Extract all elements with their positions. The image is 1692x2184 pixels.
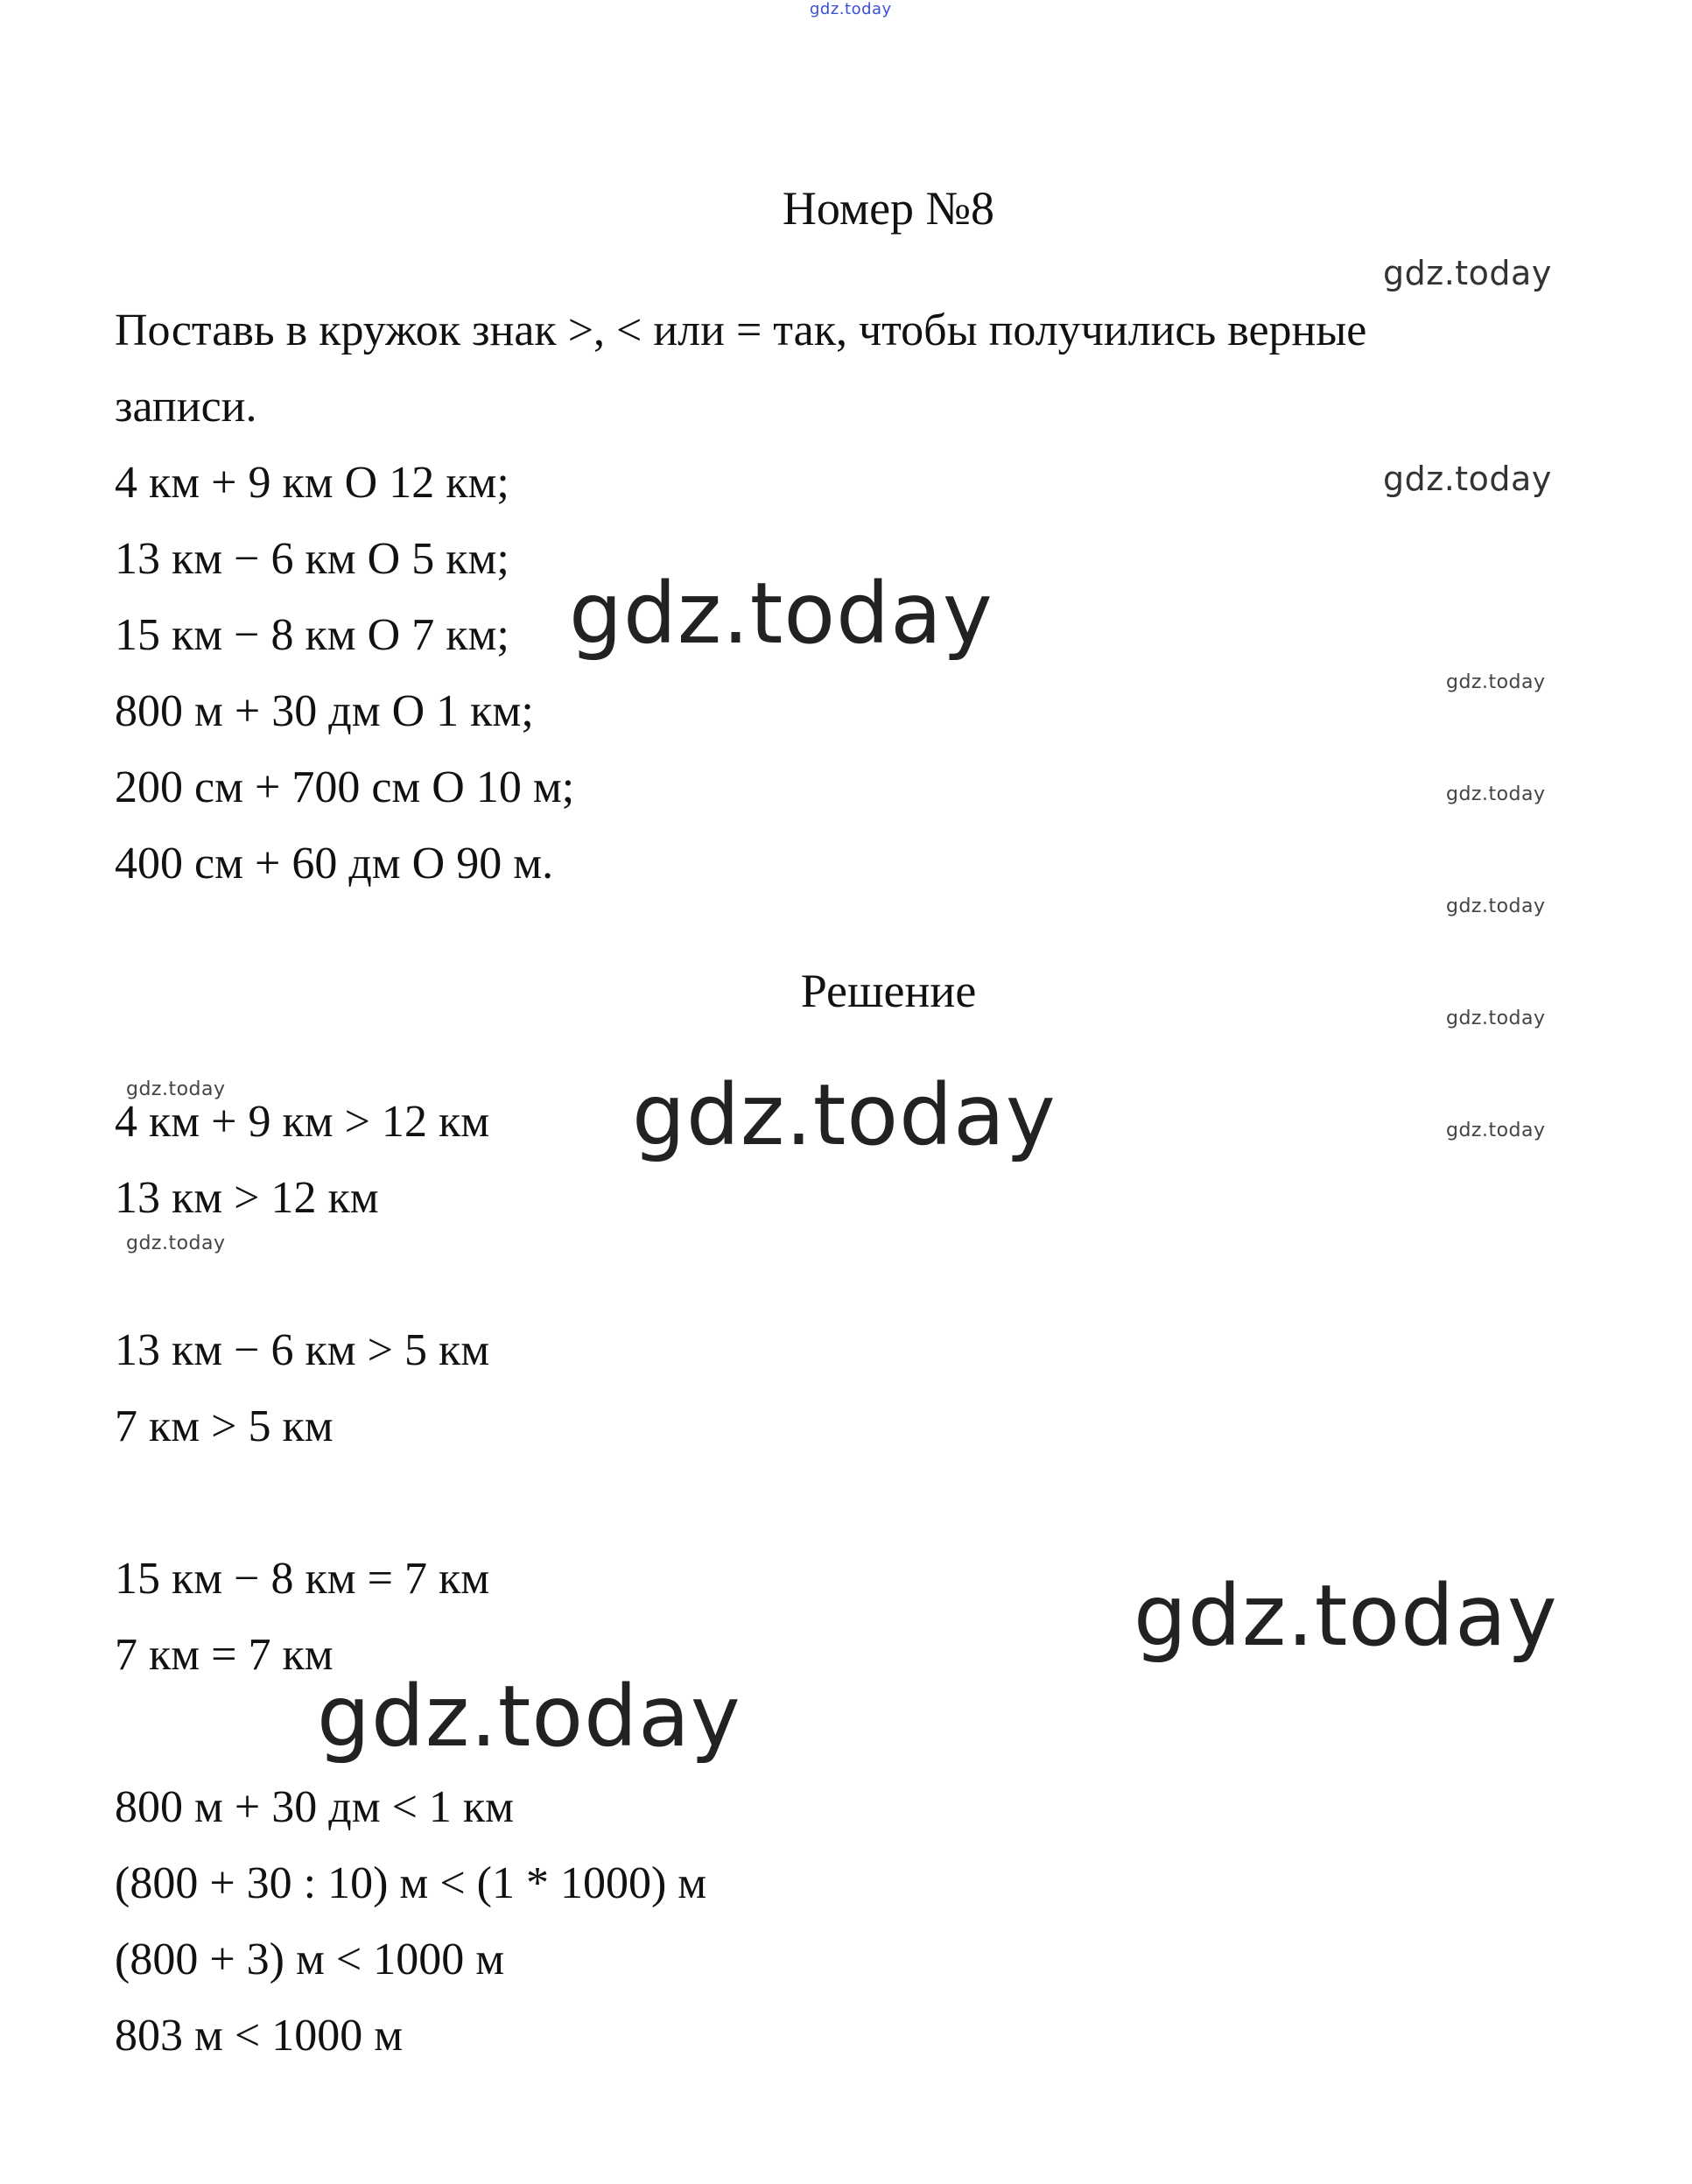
watermark: gdz.today <box>126 1078 226 1100</box>
solution-line: 4 км + 9 км > 12 км <box>115 1097 490 1147</box>
watermark: gdz.today <box>1446 895 1546 917</box>
watermark-top: gdz.today <box>810 0 892 18</box>
task-text-line-2: записи. <box>115 382 257 432</box>
watermark: gdz.today <box>569 565 993 663</box>
solution-line: 13 км > 12 км <box>115 1173 379 1223</box>
solution-line: 7 км = 7 км <box>115 1630 333 1680</box>
task-item: 13 км − 6 км O 5 км; <box>115 534 509 584</box>
watermark: gdz.today <box>1446 1120 1546 1141</box>
watermark: gdz.today <box>317 1668 741 1766</box>
solution-line: 803 м < 1000 м <box>115 2011 404 2061</box>
task-item: 200 см + 700 см O 10 м; <box>115 762 575 812</box>
watermark: gdz.today <box>1446 783 1546 805</box>
solution-line: 7 км > 5 км <box>115 1401 333 1451</box>
task-item: 800 м + 30 дм O 1 км; <box>115 686 534 736</box>
solution-title: Решение <box>800 965 977 1017</box>
watermark: gdz.today <box>126 1232 226 1254</box>
task-item: 15 км − 8 км O 7 км; <box>115 610 509 660</box>
watermark: gdz.today <box>632 1066 1057 1164</box>
watermark: gdz.today <box>1134 1567 1558 1665</box>
watermark: gdz.today <box>1383 460 1552 498</box>
task-text-line-1: Поставь в кружок знак >, < или = так, чтобы получились верные <box>115 305 1367 355</box>
solution-line: 13 км − 6 км > 5 км <box>115 1325 490 1375</box>
task-item: 400 см + 60 дм O 90 м. <box>115 839 554 888</box>
watermark: gdz.today <box>1383 254 1552 292</box>
solution-line: (800 + 3) м < 1000 м <box>115 1935 505 1984</box>
watermark: gdz.today <box>1446 671 1546 693</box>
task-item: 4 км + 9 км O 12 км; <box>115 458 509 508</box>
solution-line: 800 м + 30 дм < 1 км <box>115 1782 515 1832</box>
solution-line: 15 км − 8 км = 7 км <box>115 1554 490 1604</box>
solution-line: (800 + 30 : 10) м < (1 * 1000) м <box>115 1858 707 1908</box>
watermark: gdz.today <box>1446 1008 1546 1029</box>
page-title: Номер №8 <box>782 182 995 235</box>
